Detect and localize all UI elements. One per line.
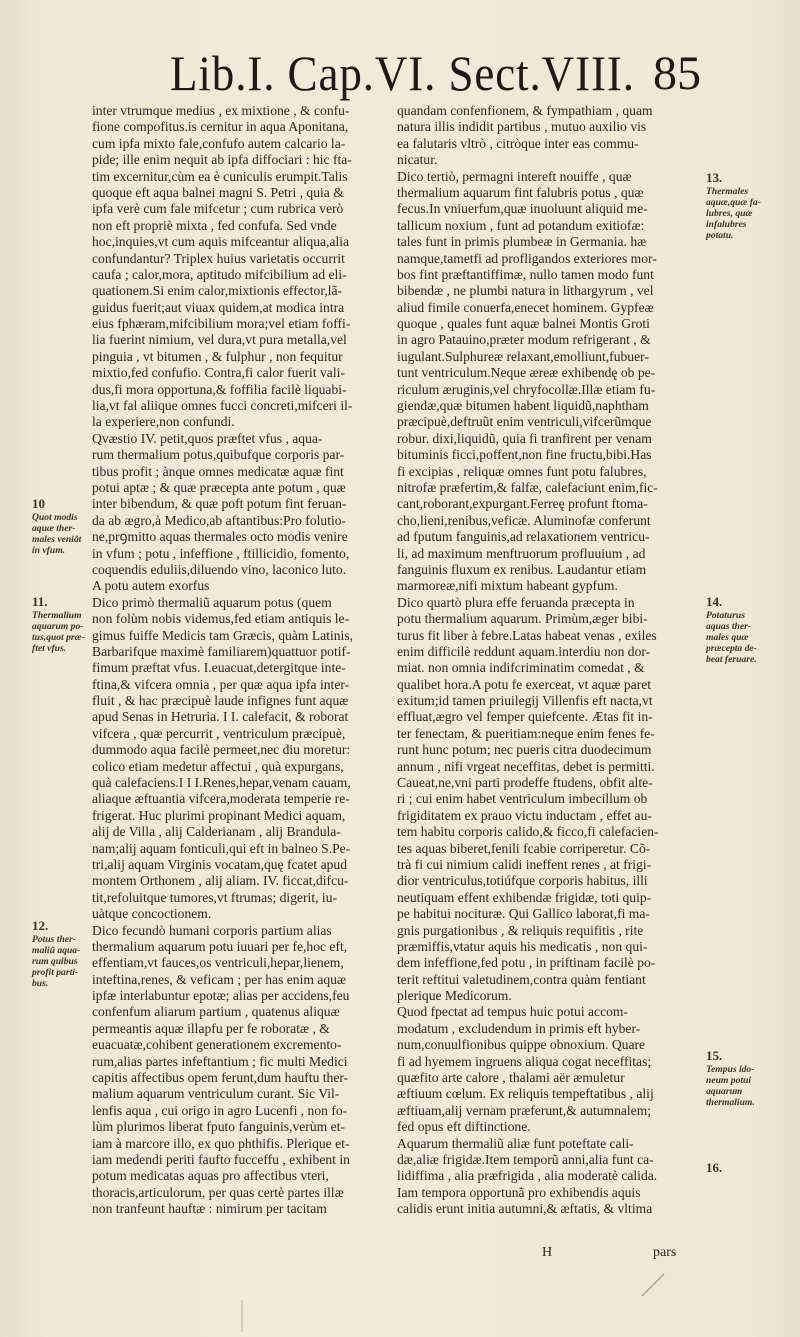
- text-line: præcipuè,deftruũt enim ventriculi,vifcerũmque: [397, 414, 652, 430]
- text-line: iam à marcore illo, ex quo phthifis. Plerique et-: [92, 1135, 350, 1151]
- text-line: giendæ,quæ bitumen habent liquidũ,naphtham: [397, 398, 649, 414]
- signature-mark: H: [542, 1245, 553, 1260]
- text-line: fanguinis fluxum ex renibus. Laudantur etiam: [397, 561, 647, 577]
- margin-note-line: profit parti-: [32, 967, 79, 978]
- text-line: potui aptæ ; & quæ præcepta ante potum , quæ: [92, 479, 346, 495]
- text-line: nitrofæ præfertim,& falfæ, calefaciunt enim,fic-: [397, 479, 658, 495]
- margin-note-12: [32, 918, 92, 989]
- margin-note-line: aquæ,quæ fa-: [706, 197, 761, 208]
- text-line: lidiffima , alia præfrigida , alia moderatè calida.: [397, 1168, 658, 1184]
- text-line: nicatur.: [397, 152, 438, 168]
- text-line: Dico fecundò humani corporis partium alias: [92, 922, 332, 938]
- text-line: natura illis indidit partibus , mutuo auxilio vis: [397, 119, 647, 135]
- text-line: pinguia , vt bitumen , & fulphur , non fequitur: [92, 348, 343, 364]
- margin-note-line: lubres, quæ: [706, 208, 753, 219]
- text-line: dæ,aliæ frigidæ.Item temporũ anni,alia funt ca-: [397, 1152, 654, 1167]
- margin-note-line: Tempus ido-: [706, 1064, 755, 1075]
- text-line: æftiuum cœlum. Ex reliquis tempeftatibus , alij: [397, 1086, 654, 1102]
- text-line: inter bibendum, & quæ poft potum fint feruan-: [92, 496, 347, 512]
- margin-note-11: [32, 594, 92, 654]
- margin-note-16: [706, 1160, 766, 1176]
- text-line: dem infeffione,fed potu , in priftinam facilè po-: [397, 955, 656, 971]
- margin-note-number: 15.: [706, 1048, 723, 1063]
- margin-note-line: rum quibus: [32, 956, 78, 967]
- text-line: ftina,& vifcera omnia , per quæ aqua ipfa inter-: [92, 676, 350, 692]
- text-line: Barbarifque maximè familiarem)quattuor potif-: [92, 643, 351, 659]
- text-line: inter vtrumque medius , ex mixtione , & confu-: [92, 103, 350, 118]
- text-line: ter fenectam, & pueritiam:neque enim fenes fe-: [397, 725, 655, 741]
- text-line: bituminis ficci,poffent,non fine fructu,bibi.Has: [397, 447, 652, 463]
- text-line: quæfito arte calore , thalami aër æmuletur: [397, 1070, 625, 1086]
- text-line: gnis purgationibus , & reliquis requifitis , rite: [397, 922, 644, 938]
- fold-mark-icon: [238, 1300, 246, 1332]
- text-line: fed opus eft diftinctione.: [397, 1119, 531, 1135]
- text-line: annum , nifi vrgeat neceffitas, debet is permitti.: [397, 758, 655, 774]
- margin-note-line: Quot modis: [32, 512, 78, 523]
- text-line: calidis erunt initia autumni,& æftatis, & vltima: [397, 1201, 653, 1217]
- text-line: terit reftitui valetudinem,contra quàm fentiant: [397, 971, 646, 987]
- text-line: trà fi cui nimium calidi ineffent renes , at frigi-: [397, 856, 652, 872]
- text-line: non folùm nobis videmus,fed etiam antiquis le-: [92, 611, 350, 627]
- text-line: permeantis aquæ illapfu per fe roboratæ , &: [92, 1020, 330, 1036]
- text-line: potu thermalium aquarum. Primùm,æger bibi-: [397, 611, 648, 627]
- margin-note-number: 16.: [706, 1160, 723, 1175]
- text-line: effluat,ægro vel femper quiefcente. Ætas fit in-: [397, 709, 653, 725]
- text-line: tallicum noxium , funt ad potandum exitiofæ:: [397, 217, 645, 233]
- text-line: quoque eft aqua balnei magni S. Petri , quia &: [92, 184, 344, 200]
- text-line: Quod fpectat ad tempus huic potui accom-: [397, 1004, 629, 1020]
- text-line: lùm plurimos liberat fputo fanguinis,verùm et-: [92, 1119, 345, 1135]
- margin-note-line: Thermalium: [32, 610, 82, 621]
- margin-note-13: [706, 170, 766, 241]
- text-line: montem Orthonem , alij aliam. IV. ficcat,difcu-: [92, 873, 349, 889]
- text-line: exitum;id tamen priuilegij Villenfis eft nacta,vt: [397, 693, 653, 709]
- margin-note-line: thermalium.: [706, 1097, 755, 1108]
- text-line: modatum , excludendum in primis eft hyber-: [397, 1020, 641, 1036]
- margin-note-line: males quæ: [706, 632, 749, 643]
- margin-note-number: 11.: [32, 594, 48, 609]
- text-line: runt hunc potum; nec pueris citra duodecimum: [397, 742, 652, 758]
- text-line: bibendæ , ne plumbi natura in lithargyrum , vel: [397, 283, 654, 299]
- margin-note-line: ftet vfus.: [32, 643, 67, 654]
- text-line: caufa ; calor,mora, aptitudo mifcibilium ad eli-: [92, 266, 347, 282]
- margin-note-10: [32, 496, 92, 556]
- text-line: malium aquarum ventriculum curant. Sic Vil-: [92, 1086, 340, 1102]
- text-line: qualibet hora.A potu fe exerceat, vt aquæ paret: [397, 676, 652, 692]
- text-line: lenfis aqua , cui origo in agro Lucenfi , non fo-: [92, 1102, 348, 1118]
- text-line: Iam tempora opportunã pro exhibendis aquis: [397, 1184, 641, 1200]
- text-line: gimus fuiffe Medicis tam Græcis, quàm Latinis,: [92, 627, 354, 643]
- text-line: in agro Patauino,præter modum refrigerant , &: [397, 332, 651, 348]
- text-line: marmoreæ,nifi mixtum habeant gypfum.: [397, 578, 618, 594]
- text-line: colico etiam medetur affectui , quà expurgans,: [92, 758, 344, 774]
- text-line: fluit , & hac præcipuè laude infignes funt aquæ: [92, 693, 349, 709]
- text-line: frigiditatem ex prauo victu inductam , effet au-: [397, 807, 652, 823]
- text-line: vifcera , quæ percurrit , ventriculum præcipuè,: [92, 725, 346, 741]
- text-line: guidus fuerit;aut viuax quidem,at modica intra: [92, 299, 345, 315]
- text-line: rum,alias partes infeftantium ; fic multi Medici: [92, 1053, 348, 1069]
- text-line: quandam confenfionem, & fympathiam , quam: [397, 103, 653, 118]
- catchword: pars: [653, 1245, 677, 1260]
- text-line: Dico primò thermaliũ aquarum potus (quem: [92, 594, 332, 610]
- text-line: ipfæ interlabuntur epotæ; alias per accidens,feu: [92, 988, 350, 1004]
- text-line: Qvæstio IV. petit,quos præftet vfus , aqua-: [92, 430, 323, 446]
- text-line: inteftina,renes, & veficam ; per has enim aquæ: [92, 971, 347, 987]
- margin-note-line: bus.: [32, 978, 49, 989]
- text-line: tunt ventriculum.Neque æreæ exhibendę ob pe-: [397, 365, 656, 381]
- margin-note-line: in vfum.: [32, 545, 66, 556]
- text-line: namque,tametfi ad profligandos exteriores mor-: [397, 250, 657, 266]
- text-line: Caueat,ne,vni parti prodeffe ftudens, obfit alte-: [397, 775, 653, 791]
- text-line: confundantur? Triplex huius varietatis occurrit: [92, 250, 345, 266]
- text-line: da ab ægro,à Medico,ab aftantibus:Pro folutio-: [92, 512, 347, 528]
- text-line: iam medendi periti faufto fucceffu , exhibent in: [92, 1152, 350, 1167]
- text-line: rum thermalium potus,quibufque corporis par-: [92, 447, 345, 463]
- text-line: fimum præftat vfus. I.euacuat,detergitque inte-: [92, 660, 346, 676]
- pencil-mark-icon: [638, 1270, 668, 1300]
- margin-note-14: [706, 594, 766, 665]
- margin-note-line: Thermales: [706, 186, 749, 197]
- text-line: confenfum aliarum partium , quatenus aliquæ: [92, 1004, 340, 1020]
- text-line: præmiffis,vtatur aquis his medicatis , non qui-: [397, 938, 648, 954]
- text-line: quoque , quales funt aquæ balnei Montis Groti: [397, 316, 650, 332]
- text-line: enim difficilè reddunt aquam.interdiu non dor-: [397, 643, 651, 659]
- text-line: pe habitui nocituræ. Qui Gallico laborat,fi ma-: [397, 906, 650, 922]
- text-line: dus,fi mora opportuna,& foffilia facilè liquabi-: [92, 381, 347, 397]
- text-line: fione compofitus.is cernitur in aqua Aponitana,: [92, 119, 349, 135]
- text-line: la experiere,non confundi.: [92, 414, 235, 430]
- text-line: num,conuulfionibus quippe obnoxium. Quare: [397, 1037, 646, 1053]
- text-line: tim excernitur,cùm ea è cuniculis erumpit.Talis: [92, 168, 348, 184]
- running-head-title: Lib.I. Cap.VI. Sect.VIII.: [170, 45, 635, 101]
- text-line: turus fit liber à febre.Latas habeat venas , exiles: [397, 627, 657, 643]
- text-line: effentiam,vt fauces,os ventriculi,hepar,lienem,: [92, 955, 344, 971]
- text-line: riculum æruginis,vel chryfocollæ.Illæ etiam fu-: [397, 381, 656, 397]
- text-line: fecus.In vniuerfum,quæ inuoluunt aliquid me-: [397, 201, 648, 217]
- margin-note-line: males veniãt: [32, 534, 82, 545]
- margin-note-line: neum potui: [706, 1075, 752, 1086]
- text-line: in vfum ; potu , infeffione , ftillicidio, fomento,: [92, 545, 350, 561]
- margin-note-number: 10: [32, 496, 45, 511]
- text-line: frigerat. Huc plurimi propinant Medici aquam,: [92, 807, 346, 823]
- text-line: tem habitu corporis calido,& ficco,fi calefacien-: [397, 824, 659, 840]
- margin-note-number: 12.: [32, 918, 49, 933]
- text-line: potum medicatas aquas pro affectibus vteri,: [92, 1168, 329, 1184]
- text-line: pide; ille enim nequit ab ipfa diffociari : hic fta-: [92, 152, 352, 168]
- text-line: dior ventriculus,totiúfque corporis habitus, illi: [397, 873, 648, 889]
- text-line: ea falutaris vltrò , citròque inter eas commu-: [397, 135, 639, 151]
- text-line: uàtque concoctionem.: [92, 906, 212, 922]
- text-line: mixtio,fed confufio. Contra,fi calor fuerit vali-: [92, 365, 345, 381]
- text-line: quà calefaciens.I I I.Renes,hepar,venam cauam,: [92, 775, 351, 791]
- text-line: non eft propriè mixta , fed confufa. Sed vnde: [92, 217, 337, 233]
- page-number: 85: [653, 47, 701, 100]
- margin-note-line: Potaturus: [706, 610, 745, 621]
- text-line: neutiquam effent exhibendæ frigidæ, toti quip-: [397, 889, 652, 905]
- text-line: aliud fimile conuerfa,enecet hominem. Gypfeæ: [397, 299, 654, 315]
- text-line: thermalium aquarum potu iuuari per fe,hoc eft,: [92, 938, 348, 954]
- text-line: miat. non omnia indifcriminatim comedat , &: [397, 660, 645, 676]
- margin-note-line: tus,quot præ-: [32, 632, 85, 643]
- running-head: [0, 44, 800, 100]
- text-line: eius fphæram,mifcibilium mora;vel etiam foffi-: [92, 316, 351, 332]
- text-line: bos fint præftantiffimæ, nullo tamen modo funt: [397, 266, 654, 282]
- text-line: alij de Villa , alij Calderianam , alij Brandula-: [92, 824, 341, 840]
- text-line: ri ; cui enim habet ventriculum imbecillum ob: [397, 791, 648, 807]
- text-line: hoc,inquies,vt cum aquis mifceantur aliqua,alia: [92, 234, 350, 250]
- margin-note-line: Potus ther-: [32, 934, 76, 945]
- text-line: plerique Medicorum.: [397, 988, 512, 1004]
- text-line: iugulant.Sulphureæ relaxant,emolliunt,fubuer-: [397, 348, 649, 364]
- margin-note-line: aquas ther-: [706, 621, 752, 632]
- right-text-column: [397, 103, 694, 1218]
- text-line: fi ad hyemem ingruens aliqua cogat neceffitas;: [397, 1053, 652, 1069]
- text-line: thoracis,articulorum, per quas certè partes illæ: [92, 1184, 344, 1200]
- text-line: dummodo aqua facilè permeet,nec diu moretur:: [92, 742, 351, 758]
- text-line: nam;alij aquam fonticuli,qui eft in balneo S.Pe-: [92, 840, 351, 856]
- text-line: cho,lieni,renibus,veficæ. Aluminofæ conferunt: [397, 512, 651, 528]
- text-line: coquendis eduliis,diluendo vino, laconico luto.: [92, 561, 347, 577]
- text-line: ne,prꝯmitto aquas thermales octo modis venire: [92, 529, 348, 545]
- margin-note-line: aquarum po-: [32, 621, 84, 632]
- margin-note-line: potatu.: [706, 230, 734, 241]
- text-line: cum ipfa mixto fale,confufo autem calcario la-: [92, 135, 346, 151]
- text-line: lia fuerint nimium, vel dura,vt pura metalla,vel: [92, 332, 347, 348]
- text-line: ipfa verè cum fale mifcetur ; cum rubrica verò: [92, 201, 344, 217]
- text-line: euacuatæ,cohibent generationem excremento-: [92, 1037, 342, 1053]
- margin-note-line: aquarum: [706, 1086, 743, 1097]
- text-line: tri,alij aquam Virginis vocatam,quę fcatet apud: [92, 856, 347, 872]
- text-line: robur. dixi,liquidũ, quia fi tranfirent per venam: [397, 430, 652, 446]
- text-line: Aquarum thermaliũ aliæ funt poteftate cali-: [397, 1135, 634, 1151]
- text-line: quationem.Si enim calor,mixtionis effector,lã-: [92, 283, 343, 299]
- margin-note-number: 13.: [706, 170, 723, 185]
- text-line: A potu autem exorfus: [92, 578, 210, 594]
- text-line: Dico tertiò, permagni intereft nouiffe , quæ: [397, 168, 632, 184]
- margin-note-line: aquæ ther-: [32, 523, 76, 534]
- text-line: tit,refoluitque tumores,vt ftrumas; digerit, iu-: [92, 889, 338, 905]
- text-line: tibus profit ; ànque omnes medicatæ aquæ fint: [92, 463, 344, 479]
- margin-note-15: [706, 1048, 766, 1108]
- text-line: æftiuam,alij vernam præferunt,& autumnalem;: [397, 1102, 652, 1118]
- text-line: cant,roborant,expurgant.Ferreę profunt ftoma-: [397, 496, 648, 512]
- text-line: non tranfeunt hauftæ : nimirum per tacitam: [92, 1201, 327, 1217]
- margin-note-number: 14.: [706, 594, 723, 609]
- text-line: thermalium aquarum fint falubris potus , quæ: [397, 184, 644, 200]
- text-line: capitis affectibus opem ferunt,dum hauftu ther-: [92, 1070, 349, 1086]
- text-line: fi excipias , reliquæ omnes funt potu falubres,: [397, 463, 647, 479]
- text-line: tes aquas biberet,fenili fcabie corriperetur. Cõ-: [397, 840, 651, 856]
- text-line: Dico quartò plura effe feruanda præcepta in: [397, 594, 635, 610]
- text-line: lia,vt fal aliique omnes fucci concreti,mifceri il-: [92, 398, 353, 414]
- text-line: ad fputum fanguinis,ad relaxationem ventricu-: [397, 529, 650, 545]
- margin-note-line: maliũ aqua-: [32, 945, 81, 956]
- margin-note-line: beat feruare.: [706, 654, 757, 665]
- text-line: apud Senas in Hetruria. I I. calefacit, & roborat: [92, 709, 349, 725]
- margin-note-line: præcepta de-: [706, 643, 757, 654]
- text-line: aliaque æftuantia vifcera,moderata temperie re-: [92, 791, 350, 807]
- text-line: tales funt in primis plumbeæ in Germania. hæ: [397, 234, 647, 250]
- margin-note-line: infalubres: [706, 219, 747, 230]
- left-text-column: [92, 103, 387, 1218]
- text-line: li, ad maximum menftruorum profluuium , ad: [397, 545, 646, 561]
